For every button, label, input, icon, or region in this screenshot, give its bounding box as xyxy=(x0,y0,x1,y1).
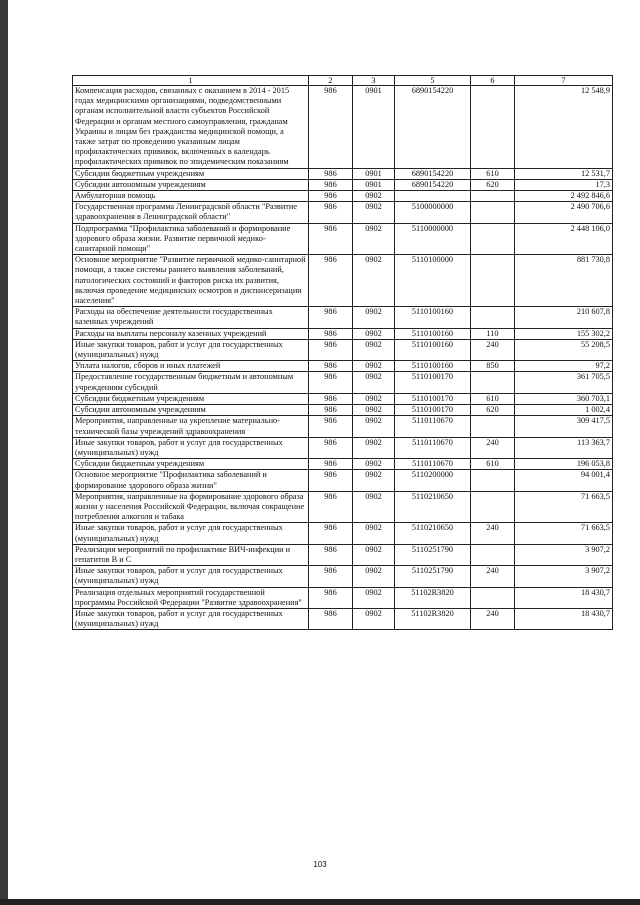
row-target-code: 5110100000 xyxy=(395,255,471,307)
row-amount: 94 001,4 xyxy=(515,470,613,491)
row-target-code: 5110100160 xyxy=(395,361,471,372)
row-expense-type xyxy=(471,491,515,523)
row-amount: 210 607,8 xyxy=(515,307,613,328)
row-expense-type xyxy=(471,202,515,223)
row-ministry-code: 986 xyxy=(309,544,353,565)
row-ministry-code: 986 xyxy=(309,372,353,393)
row-name: Иные закупки товаров, работ и услуг для государственных (муниципальных) нужд xyxy=(73,523,309,544)
row-name: Субсидии бюджетным учреждениям xyxy=(73,168,309,179)
row-name: Реализация отдельных мероприятий государственной программы Российской Федерации "Развитие здравоохранения" xyxy=(73,587,309,608)
row-target-code: 6890154220 xyxy=(395,86,471,169)
table-row xyxy=(73,437,613,458)
row-section-code: 0902 xyxy=(353,587,395,608)
column-header: 7 xyxy=(515,76,613,86)
row-target-code: 51102R3820 xyxy=(395,587,471,608)
row-amount: 1 002,4 xyxy=(515,405,613,416)
row-amount: 2 492 846,6 xyxy=(515,191,613,202)
row-expense-type: 110 xyxy=(471,328,515,339)
row-section-code: 0902 xyxy=(353,191,395,202)
row-section-code: 0902 xyxy=(353,361,395,372)
row-target-code xyxy=(395,191,471,202)
row-section-code: 0902 xyxy=(353,255,395,307)
row-ministry-code: 986 xyxy=(309,307,353,328)
table-row xyxy=(73,459,613,470)
row-ministry-code: 986 xyxy=(309,223,353,255)
row-section-code: 0902 xyxy=(353,566,395,587)
row-expense-type: 610 xyxy=(471,168,515,179)
row-expense-type xyxy=(471,86,515,169)
row-ministry-code: 986 xyxy=(309,168,353,179)
row-name: Иные закупки товаров, работ и услуг для государственных (муниципальных) нужд xyxy=(73,566,309,587)
column-header: 5 xyxy=(395,76,471,86)
row-name: Субсидии бюджетным учреждениям xyxy=(73,393,309,404)
row-expense-type: 240 xyxy=(471,339,515,360)
row-name: Государственная программа Ленинградской области "Развитие здравоохранения в Ленинградской области" xyxy=(73,202,309,223)
row-target-code: 5110110670 xyxy=(395,437,471,458)
table-row xyxy=(73,307,613,328)
row-name: Уплата налогов, сборов и иных платежей xyxy=(73,361,309,372)
table-row xyxy=(73,393,613,404)
row-ministry-code: 986 xyxy=(309,416,353,437)
row-ministry-code: 986 xyxy=(309,328,353,339)
row-name: Иные закупки товаров, работ и услуг для государственных (муниципальных) нужд xyxy=(73,339,309,360)
row-section-code: 0902 xyxy=(353,405,395,416)
row-name: Основное мероприятие "Развитие первичной медико-санитарной помощи, а также системы раннего выявления заболеваний, патологических состояний и факторов риска их развития, включая проведение медицинских осмотров и диспансеризации населения" xyxy=(73,255,309,307)
row-target-code: 5110100160 xyxy=(395,339,471,360)
row-target-code: 5110210650 xyxy=(395,491,471,523)
row-ministry-code: 986 xyxy=(309,437,353,458)
row-expense-type: 850 xyxy=(471,361,515,372)
row-expense-type: 610 xyxy=(471,459,515,470)
table-row xyxy=(73,202,613,223)
row-ministry-code: 986 xyxy=(309,86,353,169)
row-expense-type: 610 xyxy=(471,393,515,404)
row-name: Мероприятия, направленные на укрепление материально-технической базы учреждений здравоохранения xyxy=(73,416,309,437)
table-row xyxy=(73,328,613,339)
column-header: 1 xyxy=(73,76,309,86)
row-section-code: 0902 xyxy=(353,202,395,223)
page-number: 103 xyxy=(313,860,327,869)
row-ministry-code: 986 xyxy=(309,566,353,587)
row-expense-type xyxy=(471,416,515,437)
row-name: Расходы на обеспечение деятельности государственных казенных учреждений xyxy=(73,307,309,328)
row-name: Субсидии автономным учреждениям xyxy=(73,405,309,416)
row-amount: 71 663,5 xyxy=(515,491,613,523)
row-expense-type: 620 xyxy=(471,405,515,416)
scan-edge-bottom xyxy=(0,899,640,905)
row-amount: 2 490 706,6 xyxy=(515,202,613,223)
row-section-code: 0901 xyxy=(353,168,395,179)
table-row xyxy=(73,523,613,544)
row-amount: 2 448 106,0 xyxy=(515,223,613,255)
row-ministry-code: 986 xyxy=(309,191,353,202)
row-target-code: 5110210650 xyxy=(395,523,471,544)
row-amount: 155 302,2 xyxy=(515,328,613,339)
row-expense-type xyxy=(471,255,515,307)
row-amount: 113 363,7 xyxy=(515,437,613,458)
row-name: Иные закупки товаров, работ и услуг для государственных (муниципальных) нужд xyxy=(73,437,309,458)
row-target-code: 6890154220 xyxy=(395,168,471,179)
row-section-code: 0902 xyxy=(353,339,395,360)
row-amount: 196 053,8 xyxy=(515,459,613,470)
row-target-code: 5110100170 xyxy=(395,372,471,393)
row-section-code: 0901 xyxy=(353,86,395,169)
row-amount: 18 430,7 xyxy=(515,608,613,629)
row-ministry-code: 986 xyxy=(309,470,353,491)
row-target-code: 5110100160 xyxy=(395,328,471,339)
row-section-code: 0902 xyxy=(353,608,395,629)
row-expense-type xyxy=(471,470,515,491)
row-amount: 361 705,5 xyxy=(515,372,613,393)
row-name: Мероприятия, направленные на формирование здорового образа жизни у населения Российской Федерации, включая сокращение потребления алкоголя и табака xyxy=(73,491,309,523)
table-row xyxy=(73,223,613,255)
column-header: 2 xyxy=(309,76,353,86)
table-row xyxy=(73,544,613,565)
row-name: Субсидии бюджетным учреждениям xyxy=(73,459,309,470)
row-target-code: 5110251790 xyxy=(395,544,471,565)
row-expense-type xyxy=(471,191,515,202)
row-expense-type xyxy=(471,223,515,255)
scan-edge-left xyxy=(0,0,8,905)
row-target-code: 5110100160 xyxy=(395,307,471,328)
row-section-code: 0902 xyxy=(353,372,395,393)
row-target-code: 5110200000 xyxy=(395,470,471,491)
table-row xyxy=(73,191,613,202)
row-name: Компенсация расходов, связанных с оказанием в 2014 - 2015 годах медицинскими организациями, подведомственными органам исполнительной власти субъектов Российской Федерации и органам местного самоуправления, гражданам Украины и лицам без гражданства медицинской помощи, а также затрат по проведению указанным лицам профилактических прививок, включенных в календарь профилактических прививок по эпидемическим показаниям xyxy=(73,86,309,169)
row-name: Основное мероприятие "Профилактика заболеваний и формирование здорового образа жизни" xyxy=(73,470,309,491)
table-row xyxy=(73,361,613,372)
row-amount: 360 703,1 xyxy=(515,393,613,404)
row-expense-type xyxy=(471,544,515,565)
column-number-row xyxy=(73,76,613,86)
table-row xyxy=(73,470,613,491)
row-name: Подпрограмма "Профилактика заболеваний и формирование здорового образа жизни. Развитие первичной медико-санитарной помощи" xyxy=(73,223,309,255)
budget-table-body xyxy=(73,76,613,630)
row-amount: 17,3 xyxy=(515,179,613,190)
row-ministry-code: 986 xyxy=(309,523,353,544)
row-ministry-code: 986 xyxy=(309,393,353,404)
row-ministry-code: 986 xyxy=(309,255,353,307)
row-section-code: 0902 xyxy=(353,393,395,404)
row-amount: 12 548,9 xyxy=(515,86,613,169)
row-target-code: 5110110670 xyxy=(395,459,471,470)
row-amount: 71 663,5 xyxy=(515,523,613,544)
table-row xyxy=(73,608,613,629)
row-section-code: 0902 xyxy=(353,459,395,470)
row-amount: 309 417,5 xyxy=(515,416,613,437)
row-target-code: 5110251790 xyxy=(395,566,471,587)
row-section-code: 0901 xyxy=(353,179,395,190)
table-row xyxy=(73,566,613,587)
row-name: Амбулаторная помощь xyxy=(73,191,309,202)
row-target-code: 5110110670 xyxy=(395,416,471,437)
table-row xyxy=(73,339,613,360)
row-ministry-code: 986 xyxy=(309,339,353,360)
row-ministry-code: 986 xyxy=(309,202,353,223)
row-ministry-code: 986 xyxy=(309,405,353,416)
row-amount: 3 907,2 xyxy=(515,544,613,565)
column-header: 3 xyxy=(353,76,395,86)
row-section-code: 0902 xyxy=(353,416,395,437)
table-row xyxy=(73,179,613,190)
row-expense-type xyxy=(471,372,515,393)
table-row xyxy=(73,255,613,307)
row-section-code: 0902 xyxy=(353,470,395,491)
row-amount: 3 907,2 xyxy=(515,566,613,587)
row-section-code: 0902 xyxy=(353,491,395,523)
row-ministry-code: 986 xyxy=(309,608,353,629)
row-section-code: 0902 xyxy=(353,307,395,328)
row-name: Расходы на выплаты персоналу казенных учреждений xyxy=(73,328,309,339)
table-row xyxy=(73,416,613,437)
row-expense-type xyxy=(471,307,515,328)
row-name: Реализация мероприятий по профилактике ВИЧ-инфекции и гепатитов В и С xyxy=(73,544,309,565)
row-ministry-code: 986 xyxy=(309,459,353,470)
row-amount: 97,2 xyxy=(515,361,613,372)
row-name: Иные закупки товаров, работ и услуг для государственных (муниципальных) нужд xyxy=(73,608,309,629)
row-expense-type: 620 xyxy=(471,179,515,190)
row-section-code: 0902 xyxy=(353,437,395,458)
table-row xyxy=(73,86,613,169)
row-section-code: 0902 xyxy=(353,523,395,544)
row-section-code: 0902 xyxy=(353,328,395,339)
row-ministry-code: 986 xyxy=(309,491,353,523)
row-target-code: 5110100170 xyxy=(395,393,471,404)
row-target-code: 51102R3820 xyxy=(395,608,471,629)
row-target-code: 5100000000 xyxy=(395,202,471,223)
row-name: Предоставление государственным бюджетным и автономным учреждениям субсидий xyxy=(73,372,309,393)
row-amount: 18 430,7 xyxy=(515,587,613,608)
table-row xyxy=(73,405,613,416)
row-expense-type: 240 xyxy=(471,437,515,458)
row-target-code: 5110100170 xyxy=(395,405,471,416)
budget-table xyxy=(72,75,613,630)
table-row xyxy=(73,587,613,608)
row-target-code: 5110000000 xyxy=(395,223,471,255)
row-name: Субсидии автономным учреждениям xyxy=(73,179,309,190)
row-target-code: 6890154220 xyxy=(395,179,471,190)
row-ministry-code: 986 xyxy=(309,587,353,608)
row-expense-type xyxy=(471,587,515,608)
table-row xyxy=(73,491,613,523)
row-ministry-code: 986 xyxy=(309,179,353,190)
row-ministry-code: 986 xyxy=(309,361,353,372)
row-section-code: 0902 xyxy=(353,223,395,255)
row-expense-type: 240 xyxy=(471,523,515,544)
row-section-code: 0902 xyxy=(353,544,395,565)
row-amount: 55 208,5 xyxy=(515,339,613,360)
row-expense-type: 240 xyxy=(471,608,515,629)
column-header: 6 xyxy=(471,76,515,86)
row-expense-type: 240 xyxy=(471,566,515,587)
row-amount: 12 531,7 xyxy=(515,168,613,179)
table-row xyxy=(73,372,613,393)
row-amount: 881 730,8 xyxy=(515,255,613,307)
table-row xyxy=(73,168,613,179)
